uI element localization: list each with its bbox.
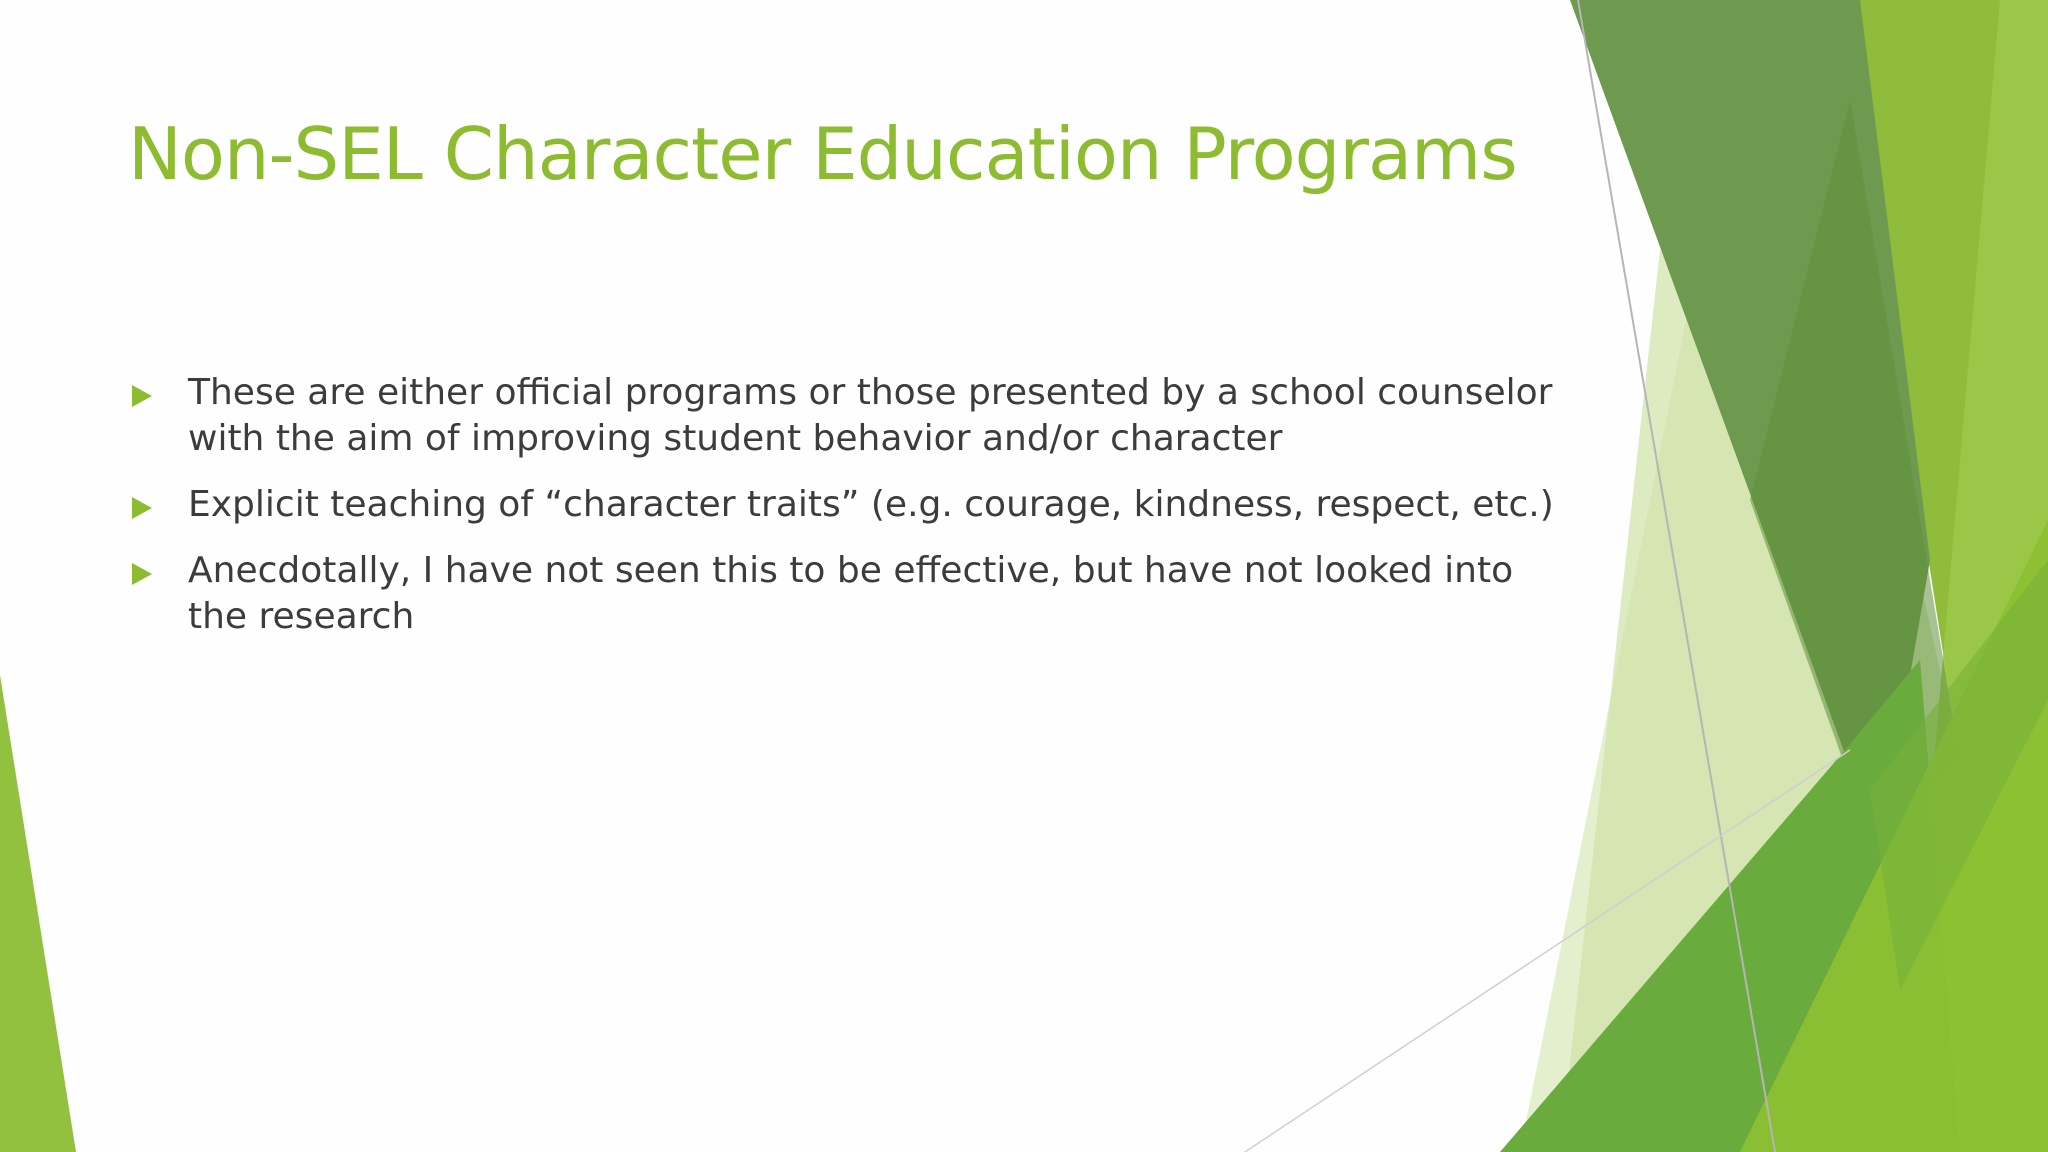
bullet-item [128,370,1568,462]
triangle-bullet-icon [132,563,152,585]
triangle-bullet-icon [132,497,152,519]
bullet-text: These are either official programs or those presented by a school counselor with the aim of improving student behavior and/or character [188,372,1553,459]
triangle-bullet-icon [132,385,152,407]
left-edge-facet [0,675,76,1152]
bullet-text: Explicit teaching of “character traits” (e.g. courage, kindness, respect, etc.) [188,484,1554,525]
bullet-item [128,482,1568,528]
slide-title: Non-SEL Character Education Programs [128,112,1517,196]
bullet-list [128,370,1568,660]
bullet-item [128,548,1568,640]
bullet-text: Anecdotally, I have not seen this to be effective, but have not looked into the research [188,550,1514,637]
